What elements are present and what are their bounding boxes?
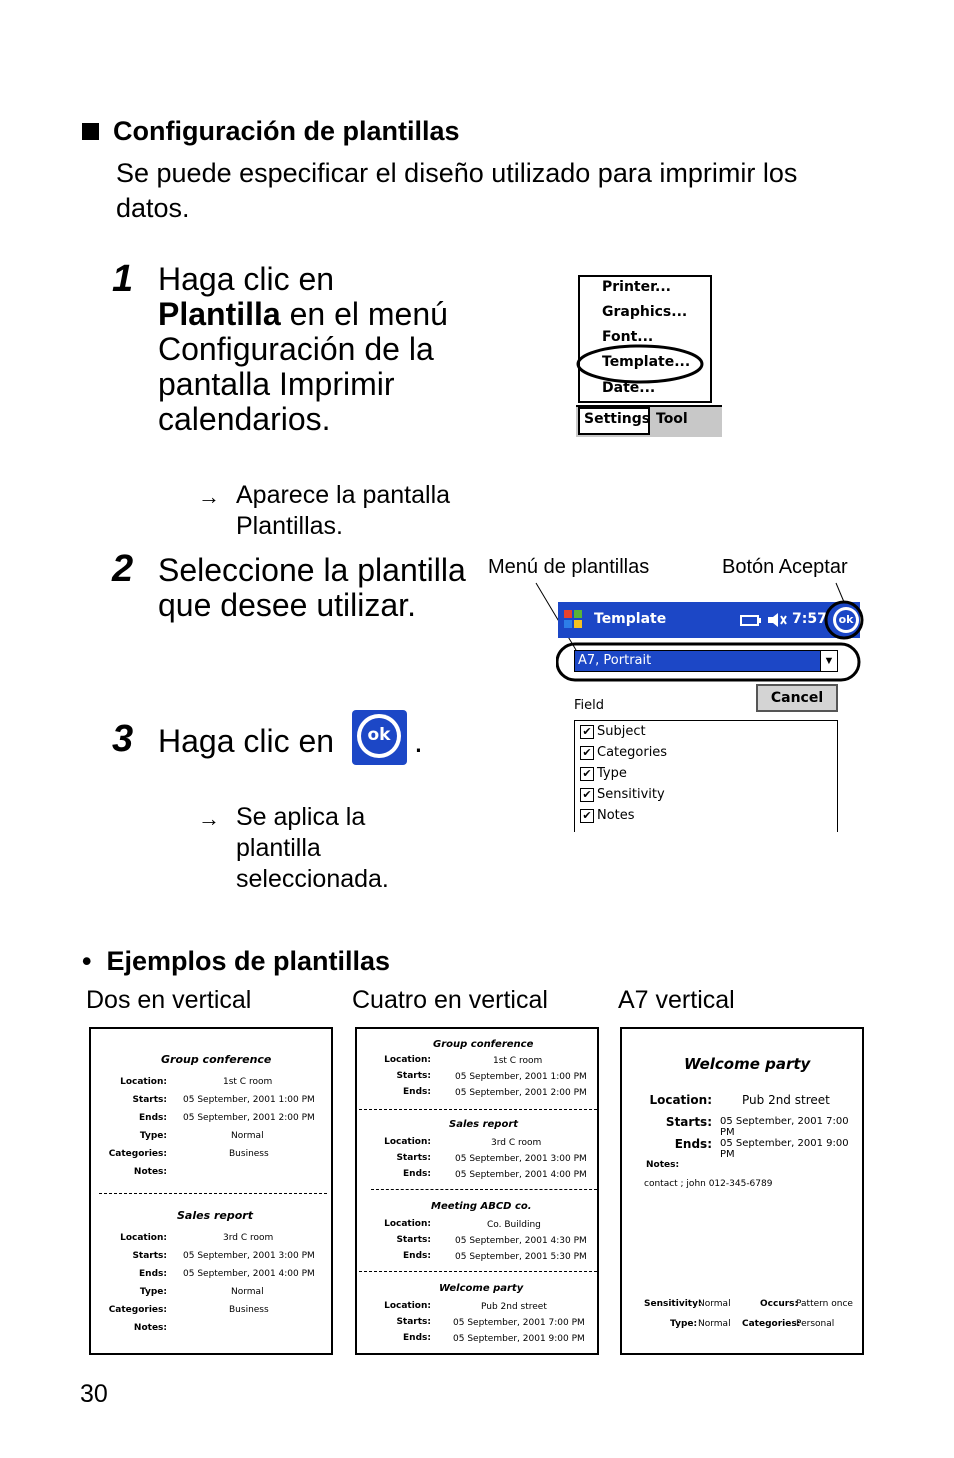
step-1-result: Aparece la pantalla Plantillas. xyxy=(236,481,451,540)
field-row-type[interactable] xyxy=(580,766,627,781)
notes-label: Notes: xyxy=(646,1160,680,1170)
sensitivity-value: Normal xyxy=(698,1299,731,1309)
row-value: 05 September, 2001 7:00 PM xyxy=(453,1318,585,1328)
row-label: Starts: xyxy=(665,1115,712,1129)
row-value: 05 September, 2001 4:00 PM xyxy=(455,1170,587,1180)
clock-time: 7:57 xyxy=(792,611,827,627)
row-label: Starts: xyxy=(396,1153,431,1163)
ok-label: ok xyxy=(836,610,856,630)
menu-item-font[interactable]: Font... xyxy=(602,329,654,345)
step-3-text: Haga clic en xyxy=(158,723,335,759)
checkbox[interactable]: ✔ xyxy=(580,809,594,823)
row-label: Starts: xyxy=(396,1235,431,1245)
type-value: Normal xyxy=(698,1319,731,1329)
ok-icon-ring xyxy=(357,714,401,758)
row-value: 05 September, 2001 9:00 PM xyxy=(453,1334,585,1344)
row-label: Type: xyxy=(139,1131,167,1141)
row-label: Ends: xyxy=(139,1113,167,1123)
examples-title: Ejemplos de plantillas xyxy=(106,946,391,976)
step-1-text-before: Haga clic en xyxy=(158,261,335,297)
row-label: Location: xyxy=(120,1077,167,1087)
checkbox[interactable]: ✔ xyxy=(580,788,594,802)
caption-two-vertical: Dos en vertical xyxy=(86,986,252,1014)
menu-item-template[interactable]: Template... xyxy=(602,354,691,370)
row-value: Pub 2nd street xyxy=(742,1093,830,1107)
template-dialog-screenshot xyxy=(556,600,868,832)
row-label: Type: xyxy=(139,1287,167,1297)
row-value: 05 September, 2001 2:00 PM xyxy=(183,1113,315,1123)
row-label: Categories: xyxy=(108,1305,167,1315)
highlight-ellipse xyxy=(576,343,706,385)
sensitivity-label: Sensitivity: xyxy=(644,1299,702,1309)
highlight-ellipses xyxy=(556,600,868,684)
entry-title: Sales report xyxy=(449,1119,519,1130)
row-label: Location: xyxy=(384,1219,431,1229)
menu-item-date[interactable]: Date... xyxy=(602,380,656,396)
step-1-text xyxy=(158,262,488,437)
row-value: 05 September, 2001 4:00 PM xyxy=(183,1269,315,1279)
tab-tool[interactable]: Tool xyxy=(656,411,688,427)
example-four-vertical xyxy=(355,1027,599,1355)
ok-icon xyxy=(352,710,407,765)
row-value: 1st C room xyxy=(223,1077,273,1087)
square-bullet-icon xyxy=(82,123,99,140)
row-label: Ends: xyxy=(403,1169,431,1179)
row-label: Categories: xyxy=(108,1149,167,1159)
categories-label: Categories: xyxy=(742,1319,801,1329)
step-3-period: . xyxy=(414,723,423,759)
row-value: 1st C room xyxy=(493,1056,543,1066)
row-label: Starts: xyxy=(132,1251,167,1261)
entry-title: Welcome party xyxy=(439,1283,524,1294)
example-two-vertical xyxy=(89,1027,333,1355)
tab-settings[interactable]: Settings xyxy=(578,407,650,435)
step-2-text: Seleccione la plantilla que desee utilizar. xyxy=(158,552,466,623)
row-label: Notes: xyxy=(133,1323,167,1333)
chevron-down-icon[interactable]: ▼ xyxy=(820,650,838,672)
section-heading xyxy=(82,116,460,147)
entry-title: Sales report xyxy=(177,1209,253,1222)
ok-icon-label: ok xyxy=(361,718,397,754)
entry-title: Group conference xyxy=(433,1039,534,1050)
settings-menu-screenshot xyxy=(576,275,722,437)
menu-item-printer[interactable]: Printer... xyxy=(602,279,671,295)
row-value: 05 September, 2001 3:00 PM xyxy=(455,1154,587,1164)
row-value: 05 September, 2001 1:00 PM xyxy=(455,1072,587,1082)
row-label: Notes: xyxy=(133,1167,167,1177)
row-value: Normal xyxy=(231,1131,264,1141)
step-1-bold-term: Plantilla xyxy=(158,296,281,332)
row-label: Location: xyxy=(120,1233,167,1243)
row-value: Co. Building xyxy=(487,1220,541,1230)
field-sensitivity: Sensitivity xyxy=(597,787,665,802)
field-row-notes[interactable] xyxy=(580,808,635,823)
checkbox[interactable]: ✔ xyxy=(580,725,594,739)
dialog-title: Template xyxy=(594,611,667,627)
checkbox[interactable]: ✔ xyxy=(580,746,594,760)
cancel-button[interactable]: Cancel xyxy=(756,684,838,712)
row-label: Location: xyxy=(384,1137,431,1147)
step-3-result: Se aplica la plantilla seleccionada. xyxy=(236,803,389,893)
step-2-number: 2 xyxy=(112,548,134,590)
step-1-number: 1 xyxy=(112,258,134,300)
type-label: Type: xyxy=(670,1319,698,1329)
row-label: Ends: xyxy=(674,1137,712,1151)
field-row-sensitivity[interactable] xyxy=(580,787,665,802)
field-list xyxy=(574,720,838,832)
field-notes: Notes xyxy=(597,808,635,823)
row-value: 05 September, 2001 1:00 PM xyxy=(183,1095,315,1105)
entry-title: Meeting ABCD co. xyxy=(431,1201,532,1212)
categories-value: Personal xyxy=(796,1319,835,1329)
template-select[interactable]: A7, Portrait xyxy=(574,650,838,672)
row-value: 05 September, 2001 3:00 PM xyxy=(183,1251,315,1261)
row-label: Starts: xyxy=(396,1317,431,1327)
notes-value: contact ; john 012-345-6789 xyxy=(644,1179,773,1189)
page-divider xyxy=(359,1109,597,1110)
row-label: Ends: xyxy=(403,1333,431,1343)
field-label: Field xyxy=(574,698,605,713)
step-1-text-after: en el menú Configuración de la pantalla Imprimir calendarios. xyxy=(158,296,448,437)
row-value: 3rd C room xyxy=(491,1138,542,1148)
row-label: Starts: xyxy=(396,1071,431,1081)
occurs-label: Occurs: xyxy=(760,1299,799,1309)
field-row-subject[interactable] xyxy=(580,724,646,739)
row-value: Pub 2nd street xyxy=(481,1302,547,1312)
entry-title: Group conference xyxy=(161,1053,272,1066)
page-divider xyxy=(99,1193,327,1194)
caption-template-menu: Menú de plantillas xyxy=(488,556,650,578)
field-type: Type xyxy=(597,766,627,781)
row-label: Ends: xyxy=(403,1251,431,1261)
step-3-number: 3 xyxy=(112,718,134,760)
section-title: Configuración de plantillas xyxy=(113,116,460,146)
row-value: 05 September, 2001 9:00 PM xyxy=(720,1138,849,1160)
row-label: Location: xyxy=(384,1055,431,1065)
row-value: Business xyxy=(229,1149,269,1159)
row-label: Location: xyxy=(649,1093,712,1107)
examples-heading xyxy=(82,946,390,977)
caption-four-vertical: Cuatro en vertical xyxy=(352,986,548,1014)
row-value: 05 September, 2001 4:30 PM xyxy=(455,1236,587,1246)
row-label: Location: xyxy=(384,1301,431,1311)
row-value: 05 September, 2001 5:30 PM xyxy=(455,1252,587,1262)
checkbox[interactable]: ✔ xyxy=(580,767,594,781)
page-divider xyxy=(371,1189,597,1190)
field-subject: Subject xyxy=(597,724,646,739)
row-value: 05 September, 2001 2:00 PM xyxy=(455,1088,587,1098)
example-a7-vertical xyxy=(620,1027,864,1355)
caption-ok-button: Botón Aceptar xyxy=(722,556,848,578)
page-number: 30 xyxy=(80,1380,108,1408)
bullet-icon: • xyxy=(82,946,92,976)
row-label: Ends: xyxy=(403,1087,431,1097)
row-value: Normal xyxy=(231,1287,264,1297)
menu-item-graphics[interactable]: Graphics... xyxy=(602,304,688,320)
row-value: 05 September, 2001 7:00 PM xyxy=(720,1116,849,1138)
field-row-categories[interactable] xyxy=(580,745,667,760)
row-label: Ends: xyxy=(139,1269,167,1279)
field-categories: Categories xyxy=(597,745,668,760)
row-value: 3rd C room xyxy=(223,1233,274,1243)
result-arrow-icon: → xyxy=(198,484,220,509)
occurs-value: Pattern once xyxy=(796,1299,853,1309)
entry-title: Welcome party xyxy=(684,1055,811,1073)
caption-a7-vertical: A7 vertical xyxy=(618,986,735,1014)
result-arrow-icon: → xyxy=(198,806,220,831)
section-intro: Se puede especificar el diseño utilizado para imprimir los datos. xyxy=(116,158,798,223)
page-divider xyxy=(359,1271,597,1272)
row-value: Business xyxy=(229,1305,269,1315)
row-label: Starts: xyxy=(132,1095,167,1105)
